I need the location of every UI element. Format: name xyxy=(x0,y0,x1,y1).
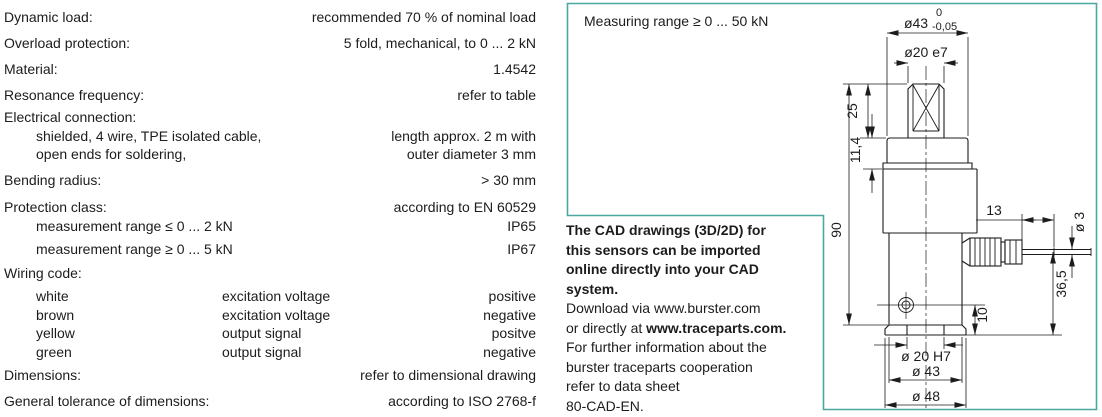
spec-label: General tolerance of dimensions: xyxy=(4,393,210,409)
spec-label: Resonance frequency: xyxy=(4,87,145,103)
spec-value: length approx. 2 m with xyxy=(391,128,536,144)
wire-color: white xyxy=(36,288,69,304)
spec-label: Protection class: xyxy=(4,199,107,215)
dim-label-d3: ø 3 xyxy=(1071,211,1087,233)
spec-value: IP67 xyxy=(507,241,536,257)
dim-label-90: 90 xyxy=(828,222,844,238)
wire-polarity: negative xyxy=(483,307,536,323)
cad-note-line: 80-CAD-EN. xyxy=(566,397,644,414)
wire-color: brown xyxy=(36,307,75,323)
traceparts-url: www.traceparts.com. xyxy=(646,319,787,336)
spec-value: IP65 xyxy=(507,218,536,234)
dim-label-d20h7: ø 20 H7 xyxy=(901,348,951,364)
spec-label: Material: xyxy=(4,61,58,77)
wire-function: excitation voltage xyxy=(222,307,331,323)
dim-label-d43-bottom: ø 43 xyxy=(911,363,941,379)
wire-polarity: positive xyxy=(488,288,536,304)
dim-label-d20-top: ø20 e7 xyxy=(904,44,948,60)
spec-label: Wiring code: xyxy=(4,265,82,281)
spec-value: refer to table xyxy=(457,87,536,103)
spec-label: Electrical connection: xyxy=(4,109,137,125)
wire-function: excitation voltage xyxy=(222,288,331,304)
dim-label-d43-top: ø43 xyxy=(903,15,929,31)
dim-label-tolerance-lower: -0,05 xyxy=(932,21,958,33)
spec-label: Dynamic load: xyxy=(4,9,93,25)
wire-polarity: negative xyxy=(483,344,536,360)
spec-label: shielded, 4 wire, TPE isolated cable, xyxy=(36,128,262,144)
spec-label: Overload protection: xyxy=(4,35,131,51)
cad-note-line: or directly at www.traceparts.com. xyxy=(566,319,787,336)
wire-function: output signal xyxy=(222,325,302,341)
dim-label-10: 10 xyxy=(974,307,990,323)
dim-label-d48-bottom: ø 48 xyxy=(911,388,941,404)
spec-value: according to EN 60529 xyxy=(393,199,536,215)
spec-value: outer diameter 3 mm xyxy=(406,146,536,162)
cad-note-line: Download via www.burster.com xyxy=(566,300,761,316)
spec-value: according to ISO 2768-f xyxy=(388,393,536,409)
spec-value: recommended 70 % of nominal load xyxy=(311,9,536,25)
wire-polarity: positve xyxy=(491,325,536,341)
cad-note-line: system. xyxy=(566,280,619,297)
cad-note-line: For further information about the xyxy=(566,339,767,355)
spec-label: measurement range ≤ 0 ... 2 kN xyxy=(36,218,233,234)
dim-label-11-4: 11,4 xyxy=(847,136,863,164)
spec-label: Dimensions: xyxy=(4,367,82,383)
spec-label: Bending radius: xyxy=(4,172,102,188)
drawing-panel-border xyxy=(568,4,1097,410)
dim-label-13: 13 xyxy=(986,202,1002,218)
spec-value: > 30 mm xyxy=(481,172,536,188)
wire-color: yellow xyxy=(36,325,75,341)
spec-value: refer to dimensional drawing xyxy=(360,367,536,383)
dim-label-tolerance-upper: 0 xyxy=(936,7,943,19)
spec-value: 5 fold, mechanical, to 0 ... 2 kN xyxy=(343,35,536,51)
wire-color: green xyxy=(36,344,72,360)
spec-label: open ends for soldering, xyxy=(36,146,187,162)
wire-function: output signal xyxy=(222,344,302,360)
cad-note-line: online directly into your CAD xyxy=(566,261,759,277)
dim-label-36-5: 36,5 xyxy=(1053,270,1069,298)
measuring-range-label: Measuring range ≥ 0 ... 50 kN xyxy=(584,13,769,29)
cad-note-line: refer to data sheet xyxy=(566,378,680,394)
spec-label: measurement range ≥ 0 ... 5 kN xyxy=(36,241,233,257)
cad-note-line: The CAD drawings (3D/2D) for xyxy=(566,222,766,238)
extension-lines xyxy=(843,37,1062,408)
cad-note-line: burster traceparts cooperation xyxy=(566,358,753,375)
spec-value: 1.4542 xyxy=(493,61,536,77)
cad-note-line: this sensors can be imported xyxy=(566,241,761,258)
dim-label-25: 25 xyxy=(844,103,860,119)
